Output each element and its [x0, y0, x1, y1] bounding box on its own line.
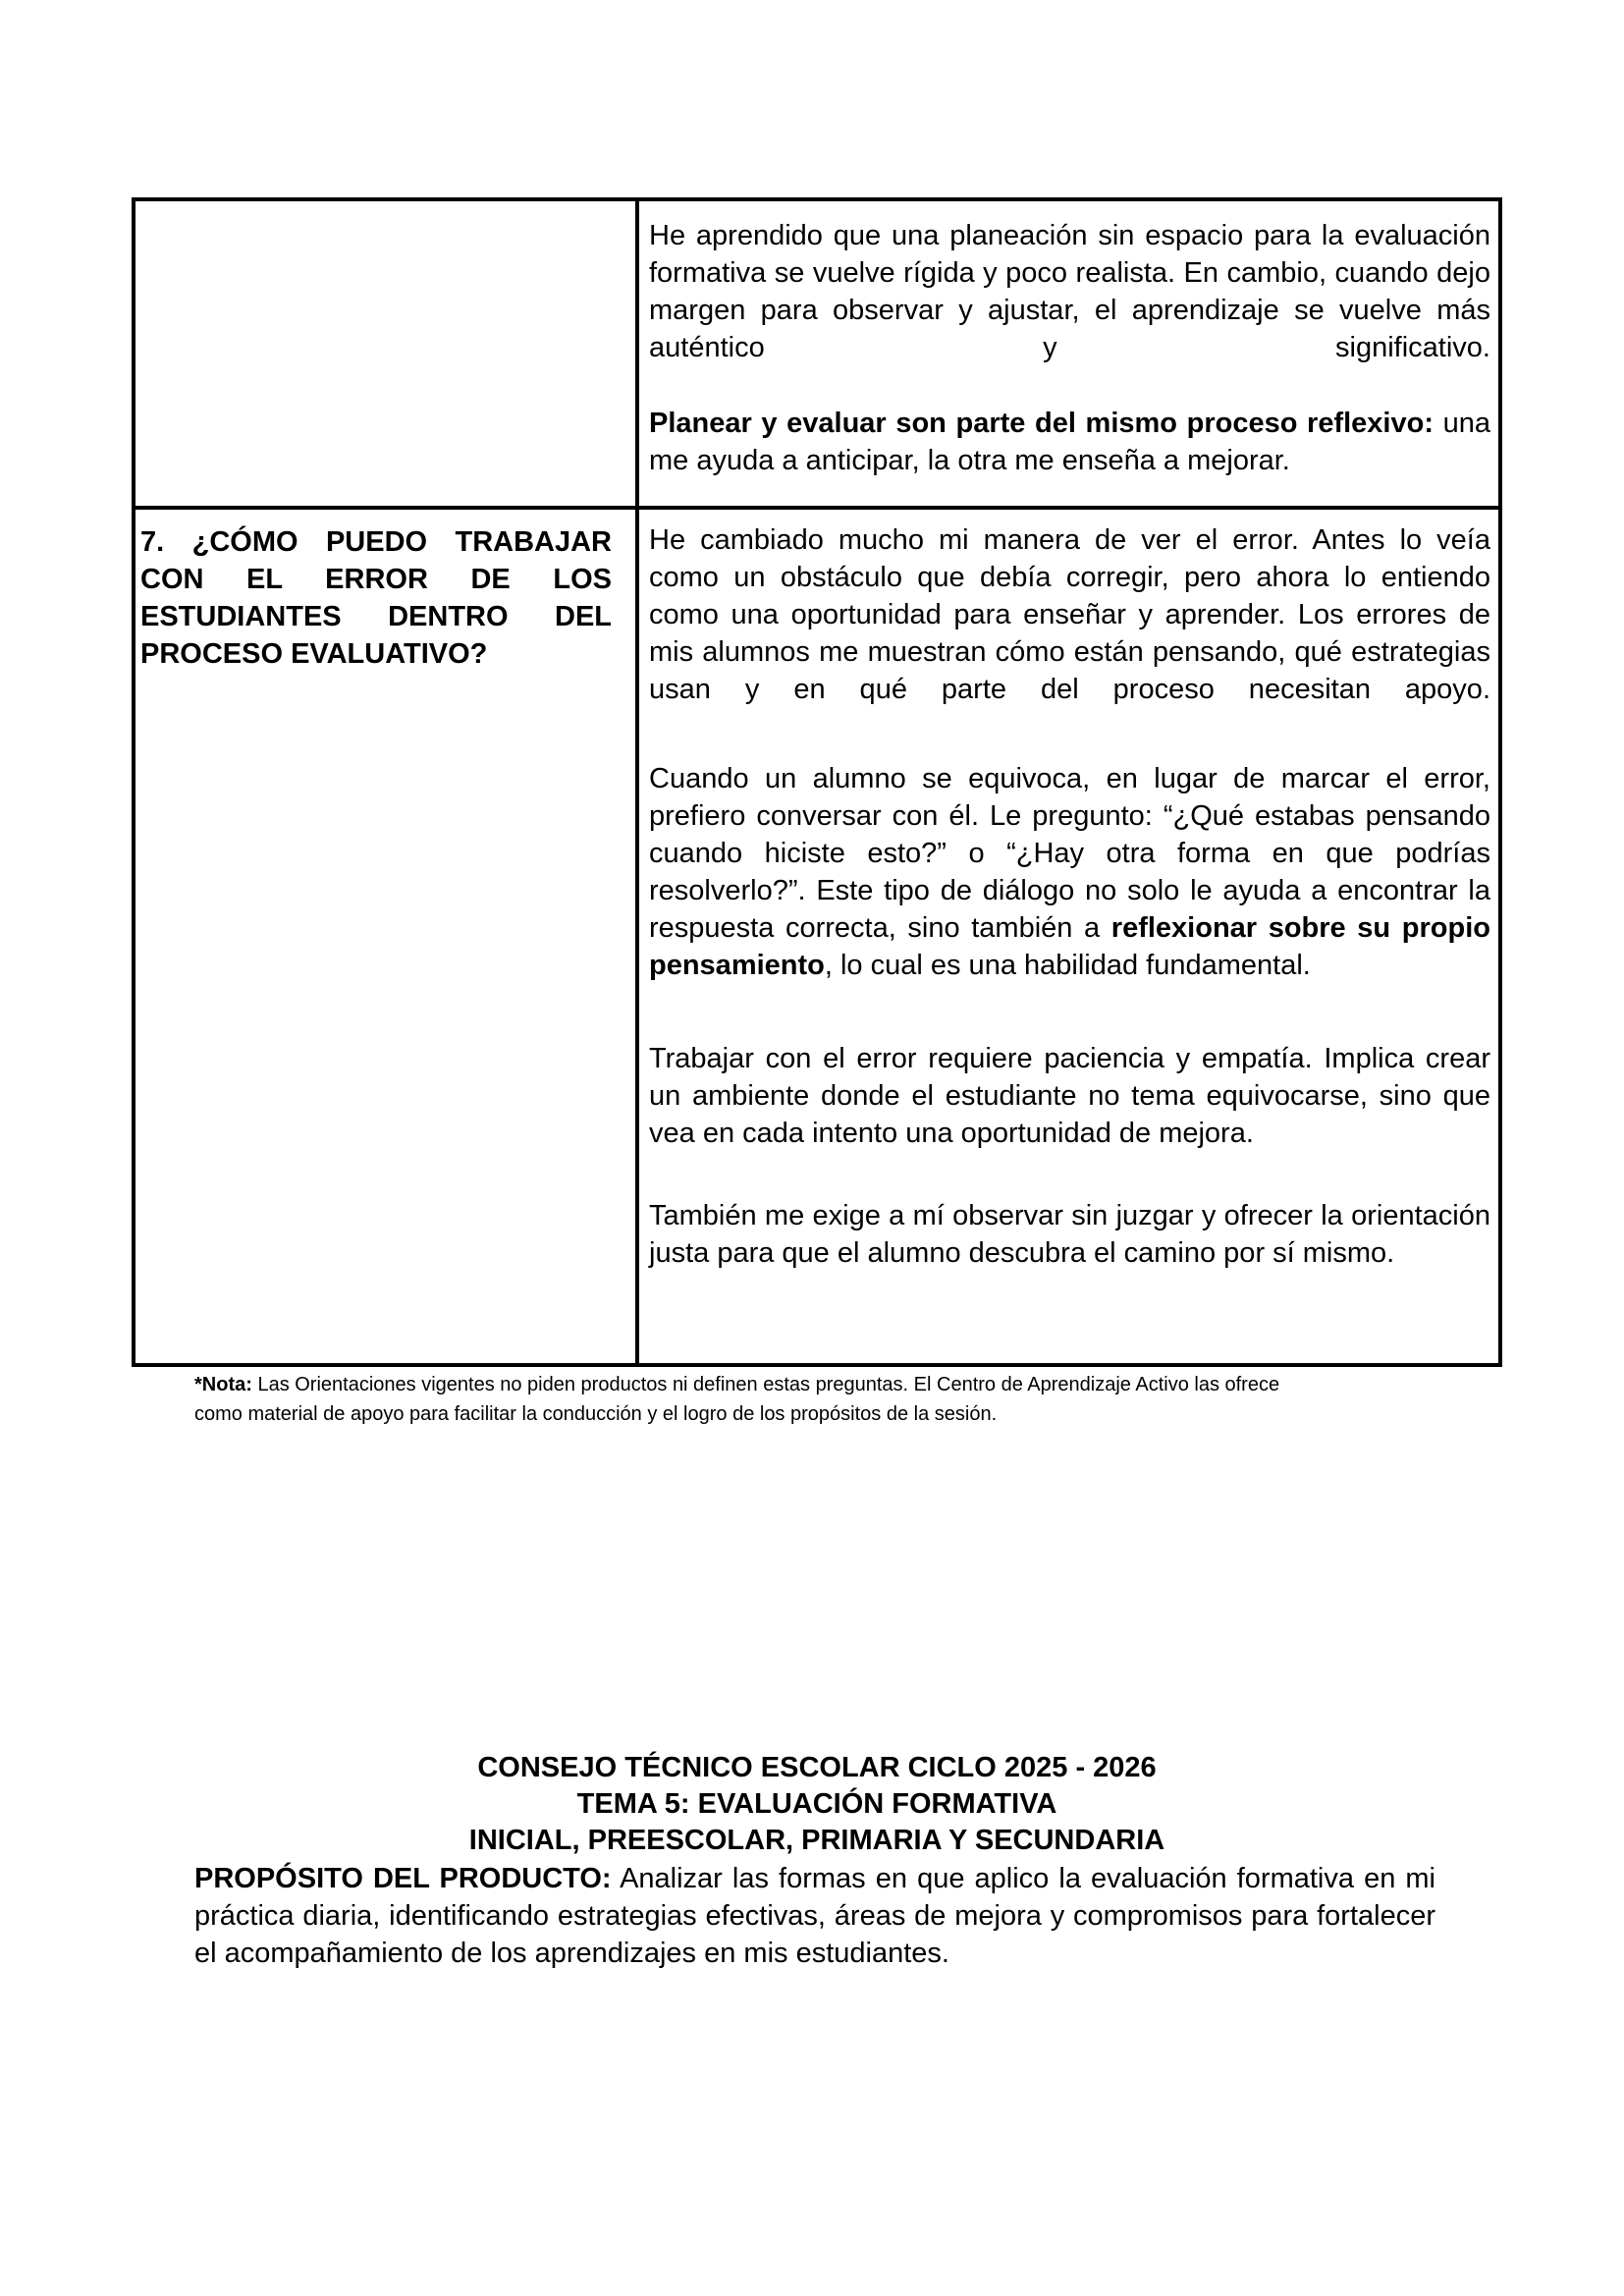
answer-paragraph [649, 1040, 1490, 1152]
answer-paragraph [649, 1197, 1490, 1272]
text-run-bold: Planear y evaluar son parte del mismo proceso reflexivo: [649, 408, 1434, 439]
question-cell [135, 510, 639, 1363]
answer-paragraph [649, 217, 1490, 366]
text-run: Trabajar con el error requiere paciencia y empatía. Implica crear un ambiente donde el estudiante no tema equivocarse, sino que vea en cada intento una oportunidad de mejora. [649, 1043, 1490, 1149]
footer-heading-tema: TEMA 5: EVALUACIÓN FORMATIVA [576, 1788, 1057, 1820]
footnote-line1: Las Orientaciones vigentes no piden productos ni definen estas preguntas. El Centro de Aprendizaje Activo las ofrece [251, 1374, 1280, 1395]
text-run-bold: reflexionar sobre su propio pensamiento [649, 912, 1490, 981]
text-run: He aprendido que una planeación sin espacio para la evaluación formativa se vuelve rígida y poco realista. En cambio, cuando dejo margen para observar y ajustar, el aprendizaje se vuelve más auténtico y significativo. [649, 220, 1490, 363]
footnote-line2: como material de apoyo para facilitar la conducción y el logro de los propósitos de la sesión. [194, 1403, 998, 1425]
footer-block [132, 1750, 1502, 1972]
footer-heading-ciclo: CONSEJO TÉCNICO ESCOLAR CICLO 2025 - 2026 [477, 1752, 1157, 1783]
proposito-paragraph [194, 1860, 1435, 1972]
table-row [135, 201, 1498, 510]
answer-cell [639, 510, 1498, 1363]
question-text: 7. ¿CÓMO PUEDO TRABAJAR CON EL ERROR DE LOS ESTUDIANTES DENTRO DEL PROCESO EVALUATIVO? [140, 526, 612, 670]
answer-paragraph [649, 760, 1490, 984]
answer-cell [639, 201, 1498, 506]
footnote-label: *Nota: [194, 1374, 252, 1395]
proposito-label: PROPÓSITO DEL PRODUCTO: [194, 1863, 612, 1894]
answer-paragraph [649, 405, 1490, 479]
text-run: Cuando un alumno se equivoca, en lugar de marcar el error, prefiero conversar con él. Le pregunto: “¿Qué estabas pensando cuando hiciste esto?” o “¿Hay otra forma en que podrías resolverlo?”. Este tipo de diálogo no solo le ayuda a encontrar la respuesta correcta, sino también a [649, 763, 1490, 944]
table-row [135, 510, 1498, 1363]
text-run: He cambiado mucho mi manera de ver el error. Antes lo veía como un obstáculo que debía corregir, pero ahora lo entiendo como una oportunidad para enseñar y aprender. Los errores de mis alumnos me muestran cómo están pensando, qué estrategias usan y en qué parte del proceso necesitan apoyo. [649, 524, 1490, 705]
text-run: También me exige a mí observar sin juzgar y ofrecer la orientación justa para que el alumno descubra el camino por sí mismo. [649, 1200, 1490, 1269]
proposito-text: Analizar las formas en que aplico la evaluación formativa en mi práctica diaria, identificando estrategias efectivas, áreas de mejora y compromisos para fortalecer el acompañamiento de los aprendizajes en mis estudiantes. [194, 1863, 1435, 1969]
text-run: una me ayuda a anticipar, la otra me enseña a mejorar. [649, 408, 1490, 476]
footnote [194, 1370, 1486, 1429]
question-cell-empty [135, 201, 639, 506]
answer-paragraph [649, 521, 1490, 708]
footer-heading-niveles: INICIAL, PREESCOLAR, PRIMARIA Y SECUNDARIA [468, 1825, 1165, 1856]
content-table [132, 197, 1502, 1367]
text-run: , lo cual es una habilidad fundamental. [824, 950, 1311, 981]
